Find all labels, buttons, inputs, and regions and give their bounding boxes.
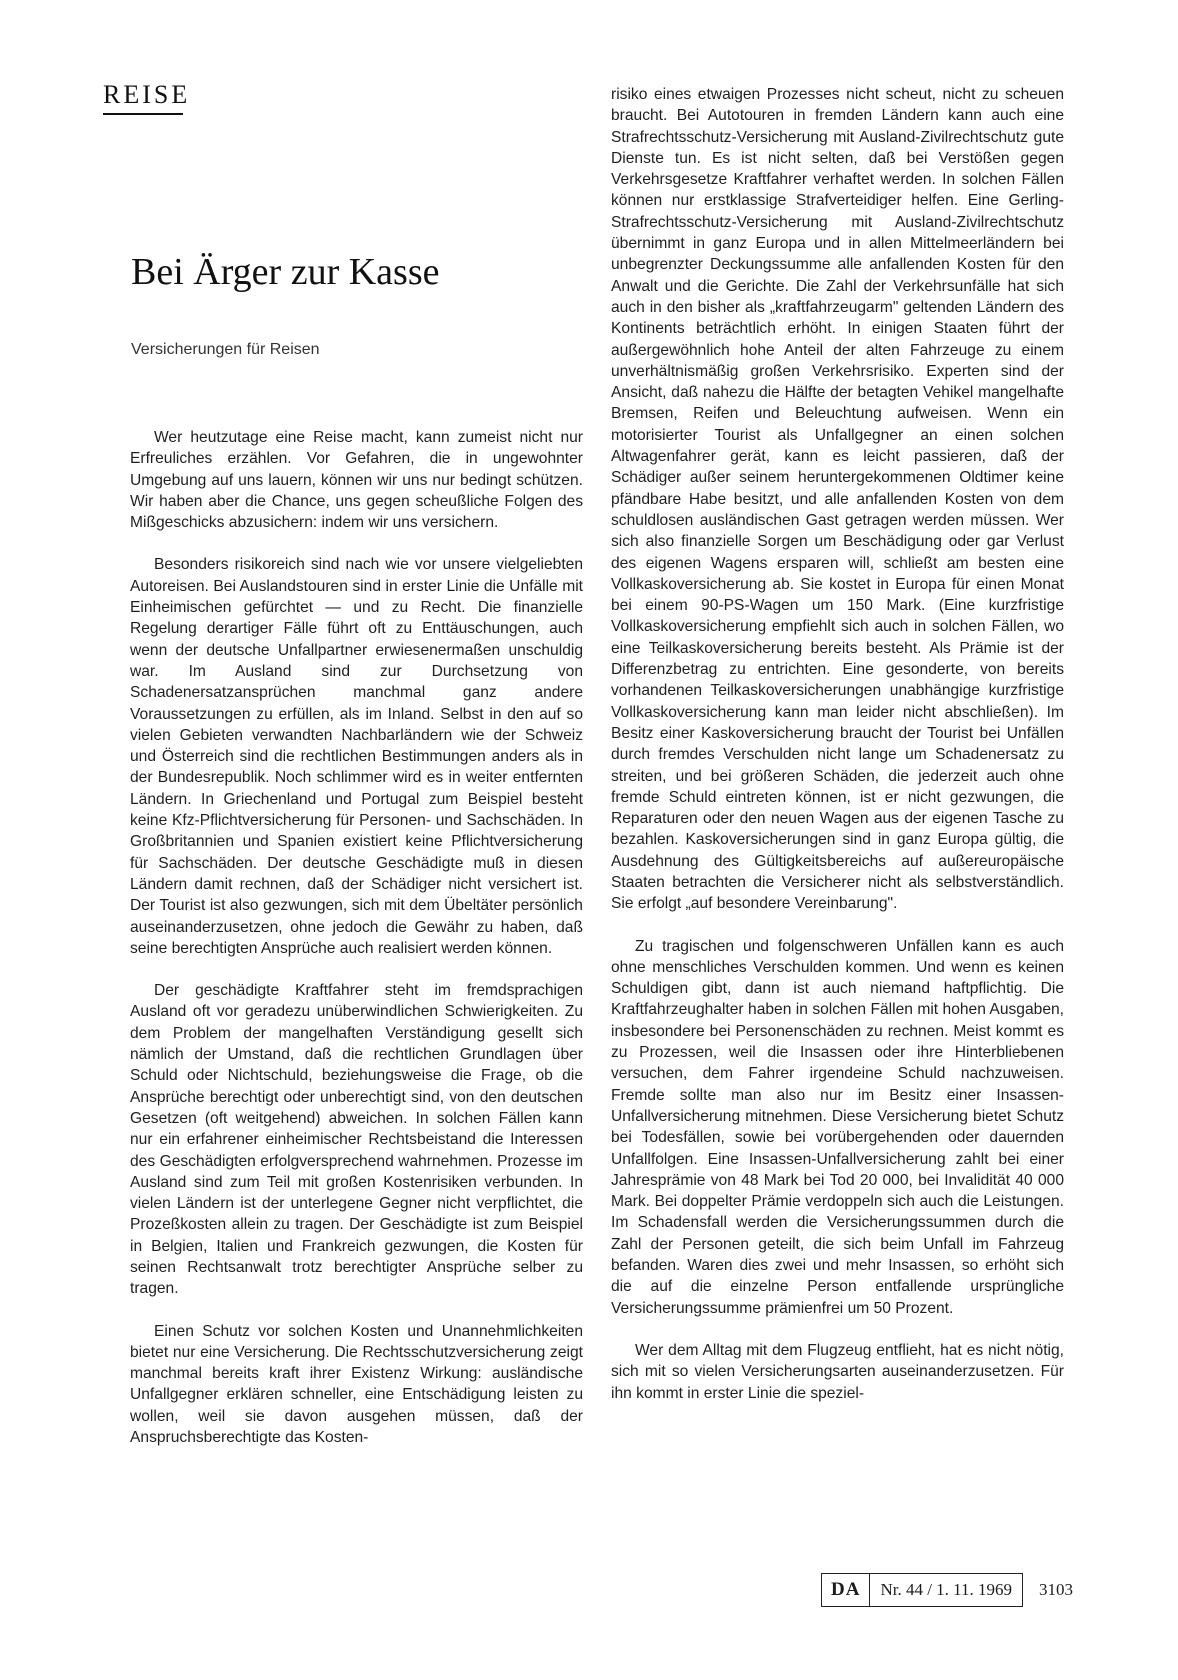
headline: Bei Ärger zur Kasse — [131, 251, 440, 293]
paragraph: Wer heutzutage eine Reise macht, kann zumeist nicht nur Erfreuliches erzählen. Vor Gefahren, die in ungewohnter Umgebung auf uns lauern, können wir uns nur bedingt schützen. Wir haben aber die Chance, uns gegen scheußliche Folgen des Mißgeschicks abzusichern: indem wir uns versichern. — [130, 429, 583, 532]
paragraph: Der geschädigte Kraftfahrer steht im fremdsprachigen Ausland oft vor geradezu unüberwindlichen Schwierigkeiten. Zu dem Problem der mangelhaften Verständigung gesellt sich nämlich der Umstand, daß die rechtlichen Grundlagen über Schuld oder Nichtschuld, beziehungsweise die Frage, ob die Ansprüche berechtigt oder unberechtigt sind, von den deutschen Gesetzen (oft weitgehend) abweichen. In solchen Fällen kann nur ein erfahrener einheimischer Rechtsbeistand die Interessen des Geschädigten erfolgversprechend wahrnehmen. Prozesse im Ausland sind zum Teil mit großen Kostenrisiken verbunden. In vielen Ländern ist der unterlegene Gegner nicht verpflichtet, die Prozeßkosten allein zu tragen. Der Geschädigte ist zum Beispiel in Belgien, Italien und Frankreich gezwungen, die Kosten für seinen Rechtsanwalt trotz berechtigter Ansprüche selber zu tragen. — [130, 982, 583, 1298]
left-column — [130, 427, 583, 1469]
publication-logo: DA — [821, 1573, 870, 1607]
paragraph: Besonders risikoreich sind nach wie vor unsere vielgeliebten Autoreisen. Bei Auslandstouren sind in erster Linie die Unfälle mit Einheimischen gefürchtet — und zu Recht. Die finanzielle Regelung derartiger Fälle führt oft zu Enttäuschungen, auch wenn der deutsche Unfallpartner erwiesenermaßen unschuldig war. Im Ausland sind zur Durchsetzung von Schadenersatzansprüchen manchmal ganz andere Voraussetzungen zu erfüllen, als im Inland. Selbst in den auf so vielen Gebieten verwandten Nachbarländern wie der Schweiz und Österreich sind die rechtlichen Bestimmungen anders als in der Bundesrepublik. Noch schlimmer wird es in weiter entfernten Ländern. In Griechenland und Portugal zum Beispiel besteht keine Kfz-Pflichtversicherung für Personen- und Sachschäden. In Großbritannien und Spanien existiert keine Pflichtversicherung für Sachschäden. Der deutsche Geschädigte muß in diesen Ländern damit rechnen, daß der Schädiger nicht versichert ist. Der Tourist ist also gezwungen, sich mit dem Übeltäter persönlich auseinanderzusetzen, ohne jedoch die Gewähr zu haben, daß seine berechtigten Ansprüche auch realisiert werden können. — [130, 556, 583, 957]
section-label: REISE — [103, 80, 191, 109]
section-rule — [103, 113, 183, 115]
paragraph: risiko eines etwaigen Prozesses nicht scheut, nicht zu scheuen braucht. Bei Autotouren in fremden Ländern kann auch eine Strafrechtsschutz-Versicherung mit Ausland-Zivilrechtschutz gute Dienste tun. Es ist nicht selten, daß bei Verstößen gegen Verkehrsgesetze Kraftfahrer verhaftet werden. In solchen Fällen können nur erstklassige Strafverteidiger helfen. Eine Gerling-Strafrechtsschutz-Versicherung mit Ausland-Zivilrechtschutz übernimmt in ganz Europa und in allen Mittelmeerländern bei unbegrenzter Deckungssumme alle anfallenden Kosten für den Anwalt und die Gerichte. Die Zahl der Verkehrsunfälle hat sich auch in den bisher als „kraftfahrzeugarm" geltenden Ländern des Kontinents beträchtlich erhöht. In einigen Staaten führt der außergewöhnlich hohe Anteil der alten Fahrzeuge zu einem unverhältnismäßig großen Verkehrsrisiko. Experten sind der Ansicht, daß nahezu die Hälfte der betagten Vehikel mangelhafte Bremsen, Reifen und Beleuchtung aufweisen. Wenn ein motorisierter Tourist als Unfallgegner an einen solchen Altwagenfahrer gerät, kann es leicht passieren, daß der Schädiger außer seinem heruntergekommenen Oldtimer keine pfändbare Habe besitzt, und alle anfallenden Kosten von dem schuldlosen ausländischen Gast getragen werden müssen. Wer sich also finanzielle Sorgen um Beschädigung oder gar Verlust des eigenen Wagens ersparen will, schließt am besten eine Vollkaskoversicherung ab. Sie kostet in Europa für einen Monat bei einem 90-PS-Wagen um 150 Mark. (Eine kurzfristige Vollkaskoversicherung empfiehlt sich auch in solchen Fällen, wo eine Teilkaskoversicherung bereits besteht. Als Prämie ist der Differenzbetrag zu entrichten. Eine gesonderte, von bereits vorhandenen Teilkaskoversicherungen unabhängige kurzfristige Vollkaskoversicherung kann man leider nicht abschließen). Im Besitz einer Kaskoversicherung braucht der Tourist bei Unfällen durch fremdes Verschulden nicht lange um Schadenersatz zu streiten, und bei größeren Schäden, die jederzeit auch ohne fremde Schuld eintreten können, ist er nicht gezwungen, die Reparaturen oder den neuen Wagen aus der eigenen Tasche zu bezahlen. Kaskoversicherungen sind in ganz Europa gültig, die Ausdehnung des Gültigkeitsbereichs auf außereuropäische Staaten betrachten die Versicherer nicht als selbstverständlich. Sie erfolgt „auf besondere Vereinbarung". — [611, 86, 1064, 913]
subline: Versicherungen für Reisen — [131, 341, 320, 358]
paragraph: Wer dem Alltag mit dem Flugzeug entflieht, hat es nicht nötig, sich mit so vielen Versicherungsarten auseinanderzusetzen. Für ihn kommt in erster Linie die speziel- — [611, 1341, 1064, 1402]
paragraph: Zu tragischen und folgenschweren Unfällen kann es auch ohne menschliches Verschulden kommen. Und wenn es keinen Schuldigen gibt, dann ist auch niemand haftpflichtig. Die Kraftfahrzeughalter haben in solchen Fällen mit hohen Ausgaben, insbesondere bei Personenschäden zu rechnen. Meist kommt es zu Prozessen, weil die Insassen oder ihre Hinterbliebenen versuchen, dem Fahrer irgendeine Schuld nachzuweisen. Fremde sollte man also nur im Besitz einer Insassen-Unfallversicherung mitnehmen. Diese Versicherung bietet Schutz bei Todesfällen, sowie bei vorübergehenden oder dauernden Unfallfolgen. Eine Insassen-Unfallversicherung zahlt bei einer Jahresprämie von 48 Mark bei Tod 20 000, bei Invalidität 40 000 Mark. Bei doppelter Prämie verdoppeln sich auch die Leistungen. Im Schadensfall werden die Versicherungssummen durch die Zahl der Personen geteilt, die sich beim Unfall im Fahrzeug befanden. Waren dies zwei und mehr Insassen, so erhöht sich die auf die einzelne Person entfallende ursprüngliche Versicherungssumme prämienfrei um 50 Prozent. — [611, 937, 1064, 1317]
paragraph: Einen Schutz vor solchen Kosten und Unannehmlichkeiten bietet nur eine Versicherung. Die Rechtsschutzversicherung zeigt manchmal bereits kraft ihrer Existenz Wirkung: ausländische Unfallgegner erklären schneller, eine Entschädigung leisten zu wollen, weil sie davon ausgehen müssen, daß der Anspruchsberechtigte das Kosten- — [130, 1322, 583, 1447]
page-footer — [821, 1573, 1073, 1607]
page-number: 3103 — [1039, 1580, 1074, 1599]
issue-info: Nr. 44 / 1. 11. 1969 — [870, 1573, 1023, 1607]
right-column — [611, 84, 1064, 1425]
